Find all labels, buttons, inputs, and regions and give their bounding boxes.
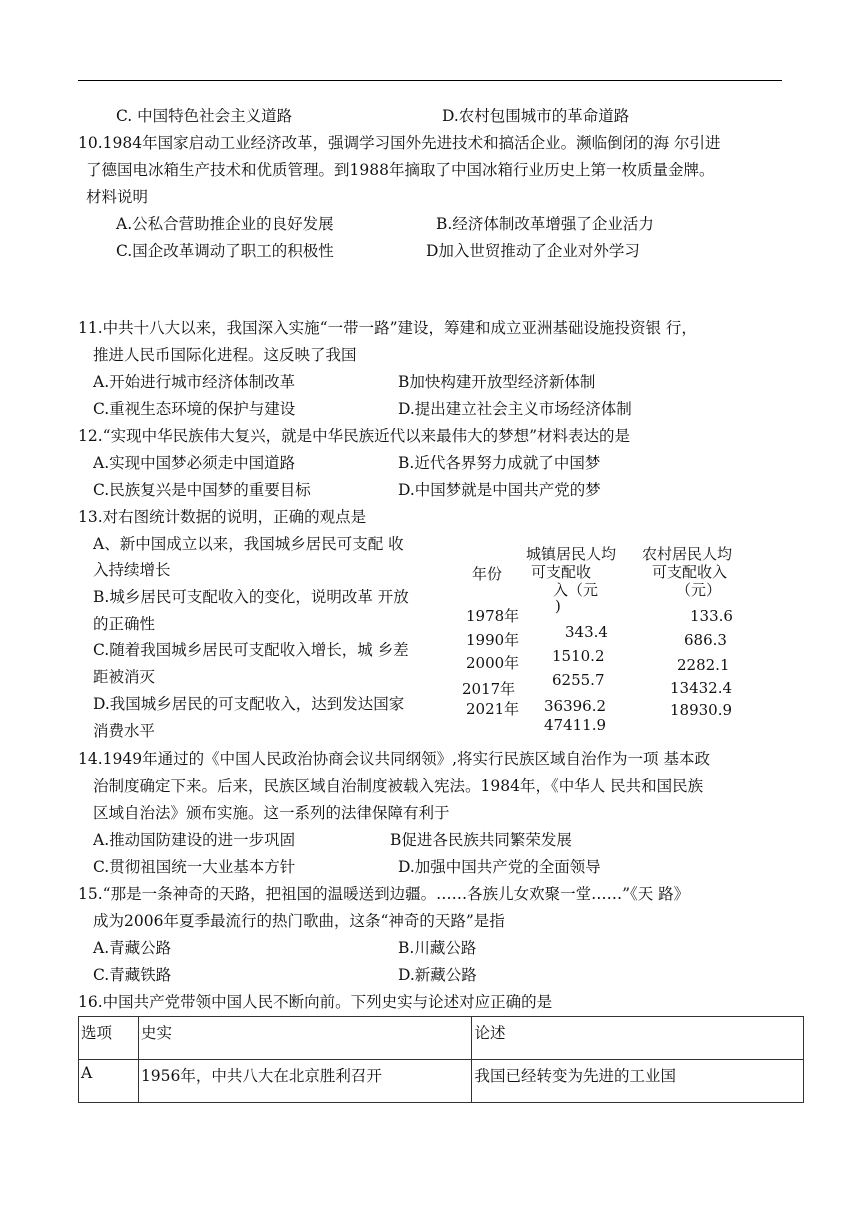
income-rural-value: 686.3 — [684, 631, 727, 649]
q11-option-d: D.提出建立社会主义市场经济体制 — [398, 400, 632, 418]
q12-option-c: C.民族复兴是中国梦的重要目标 — [93, 481, 311, 499]
income-rural-value: 133.6 — [690, 607, 733, 625]
q10-stem-line-1: 10.1984年国家启动工业经济改革，强调学习国外先进技术和搞活企业。濒临倒闭的海 尔引进 — [78, 134, 721, 152]
q9-option-c: C. 中国特色社会主义道路 — [116, 107, 293, 125]
income-year: 2000年 — [466, 654, 520, 672]
income-rural-value: 13432.4 — [670, 679, 733, 697]
q16-header-fact: 史实 — [138, 1017, 472, 1060]
q13-option-b-line-2: 的正确性 — [93, 615, 156, 633]
income-urban-value: 47411.9 — [544, 716, 607, 734]
q13-option-d-line-2: 消费水平 — [93, 722, 156, 740]
q13-option-b-line-1: B.城乡居民可支配收入的变化，说明改革 开放 — [93, 588, 409, 606]
q10-option-b: B.经济体制改革增强了企业活力 — [436, 215, 654, 233]
q10-option-d: D加入世贸推动了企业对外学习 — [426, 242, 640, 260]
q15-stem-line-2: 成为2006年夏季最流行的热门歌曲，这条“神奇的天路”是指 — [93, 912, 505, 930]
q15-option-b: B.川藏公路 — [398, 939, 477, 957]
q16-table — [78, 1016, 804, 1103]
q10-option-a: A.公私合营助推企业的良好发展 — [116, 215, 334, 233]
income-urban-header-1: 城镇居民人均 — [526, 545, 617, 563]
q15-stem-line-1: 15.“那是一条神奇的天路，把祖国的温暖送到边疆。……各族儿女欢聚一堂……”《天 路》 — [78, 885, 690, 903]
q16-cell-option: A — [79, 1060, 139, 1103]
q14-stem-line-1: 14.1949年通过的《中国人民政治协商会议共同纲领》,将实行民族区域自治作为一项 基本政 — [78, 750, 710, 768]
q10-option-c: C.国企改革调动了职工的积极性 — [116, 242, 334, 260]
q12-option-b: B.近代各界努力成就了中国梦 — [398, 454, 601, 472]
q11-stem-line-1: 11.中共十八大以来，我国深入实施“一带一路”建设，筹建和成立亚洲基础设施投资银 行， — [78, 319, 697, 337]
income-year: 2017年 — [462, 680, 516, 698]
q16-cell-statement: 我国已经转变为先进的工业国 — [472, 1060, 804, 1103]
q14-option-c: C.贯彻祖国统一大业基本方针 — [93, 858, 296, 876]
q11-option-a: A.开始进行城市经济体制改革 — [93, 373, 296, 391]
table-header-row — [79, 1017, 804, 1060]
income-urban-header-4: ) — [555, 597, 561, 615]
top-rule — [78, 80, 782, 81]
income-year-header: 年份 — [472, 565, 503, 583]
income-urban-value: 343.4 — [565, 623, 608, 641]
q13-option-c-line-2: 距被消灭 — [93, 668, 156, 686]
q11-option-c: C.重视生态环境的保护与建设 — [93, 400, 296, 418]
q13-option-a-line-2: 入持续增长 — [93, 561, 171, 579]
q14-option-a: A.推动国防建设的进一步巩固 — [93, 831, 296, 849]
income-rural-value: 2282.1 — [677, 656, 730, 674]
q13-option-c-line-1: C.随着我国城乡居民可支配收入增长，城 乡差 — [93, 641, 409, 659]
income-urban-value: 6255.7 — [552, 671, 605, 689]
q13-stem: 13.对右图统计数据的说明，正确的观点是 — [78, 508, 367, 526]
income-urban-value: 1510.2 — [552, 647, 605, 665]
q12-option-a: A.实现中国梦必须走中国道路 — [93, 454, 296, 472]
q16-header-option: 选项 — [79, 1017, 139, 1060]
q16-header-statement: 论述 — [472, 1017, 804, 1060]
q14-option-b: B促进各民族共同繁荣发展 — [390, 831, 572, 849]
q14-stem-line-2: 治制度确定下来。后来，民族区域自治制度被载入宪法。1984年，《中华人 民共和国民族 — [93, 777, 704, 795]
q14-option-d: D.加强中国共产党的全面领导 — [398, 858, 601, 876]
income-urban-header-3: 入（元 — [553, 581, 599, 599]
income-year: 1978年 — [466, 607, 520, 625]
income-rural-header-3: （元） — [676, 581, 722, 599]
q14-stem-line-3: 区域自治法》颁布实施。这一系列的法律保障有利于 — [93, 804, 450, 822]
q13-option-d-line-1: D.我国城乡居民的可支配收入，达到发达国家 — [93, 695, 405, 713]
q12-option-d: D.中国梦就是中国共产党的梦 — [398, 481, 601, 499]
income-rural-value: 18930.9 — [670, 701, 733, 719]
q10-stem-line-2: 了德国电冰箱生产技术和优质管理。到1988年摘取了中国冰箱行业历史上第一枚质量金牌。 — [86, 161, 715, 179]
income-rural-header-2: 可支配收入 — [652, 563, 728, 581]
q16-stem: 16.中国共产党带领中国人民不断向前。下列史实与论述对应正确的是 — [78, 993, 553, 1011]
q10-stem-line-3: 材料说明 — [86, 188, 149, 206]
q15-option-c: C.青藏铁路 — [93, 966, 172, 984]
income-year: 1990年 — [466, 631, 520, 649]
income-year: 2021年 — [466, 700, 520, 718]
q13-option-a-line-1: A、新中国成立以来，我国城乡居民可支配 收 — [93, 535, 404, 553]
q15-option-a: A.青藏公路 — [93, 939, 172, 957]
income-urban-header-2: 可支配收 — [531, 563, 592, 581]
q12-stem: 12.“实现中华民族伟大复兴，就是中华民族近代以来最伟大的梦想”材料表达的是 — [78, 427, 631, 445]
q11-stem-line-2: 推进人民币国际化进程。这反映了我国 — [93, 346, 357, 364]
q15-option-d: D.新藏公路 — [398, 966, 477, 984]
income-rural-header-1: 农村居民人均 — [642, 545, 733, 563]
q16-cell-fact: 1956年，中共八大在北京胜利召开 — [138, 1060, 472, 1103]
q11-option-b: B加快构建开放型经济新体制 — [398, 373, 596, 391]
q9-option-d: D.农村包围城市的革命道路 — [442, 107, 630, 125]
table-row — [79, 1060, 804, 1103]
income-urban-value: 36396.2 — [544, 697, 607, 715]
